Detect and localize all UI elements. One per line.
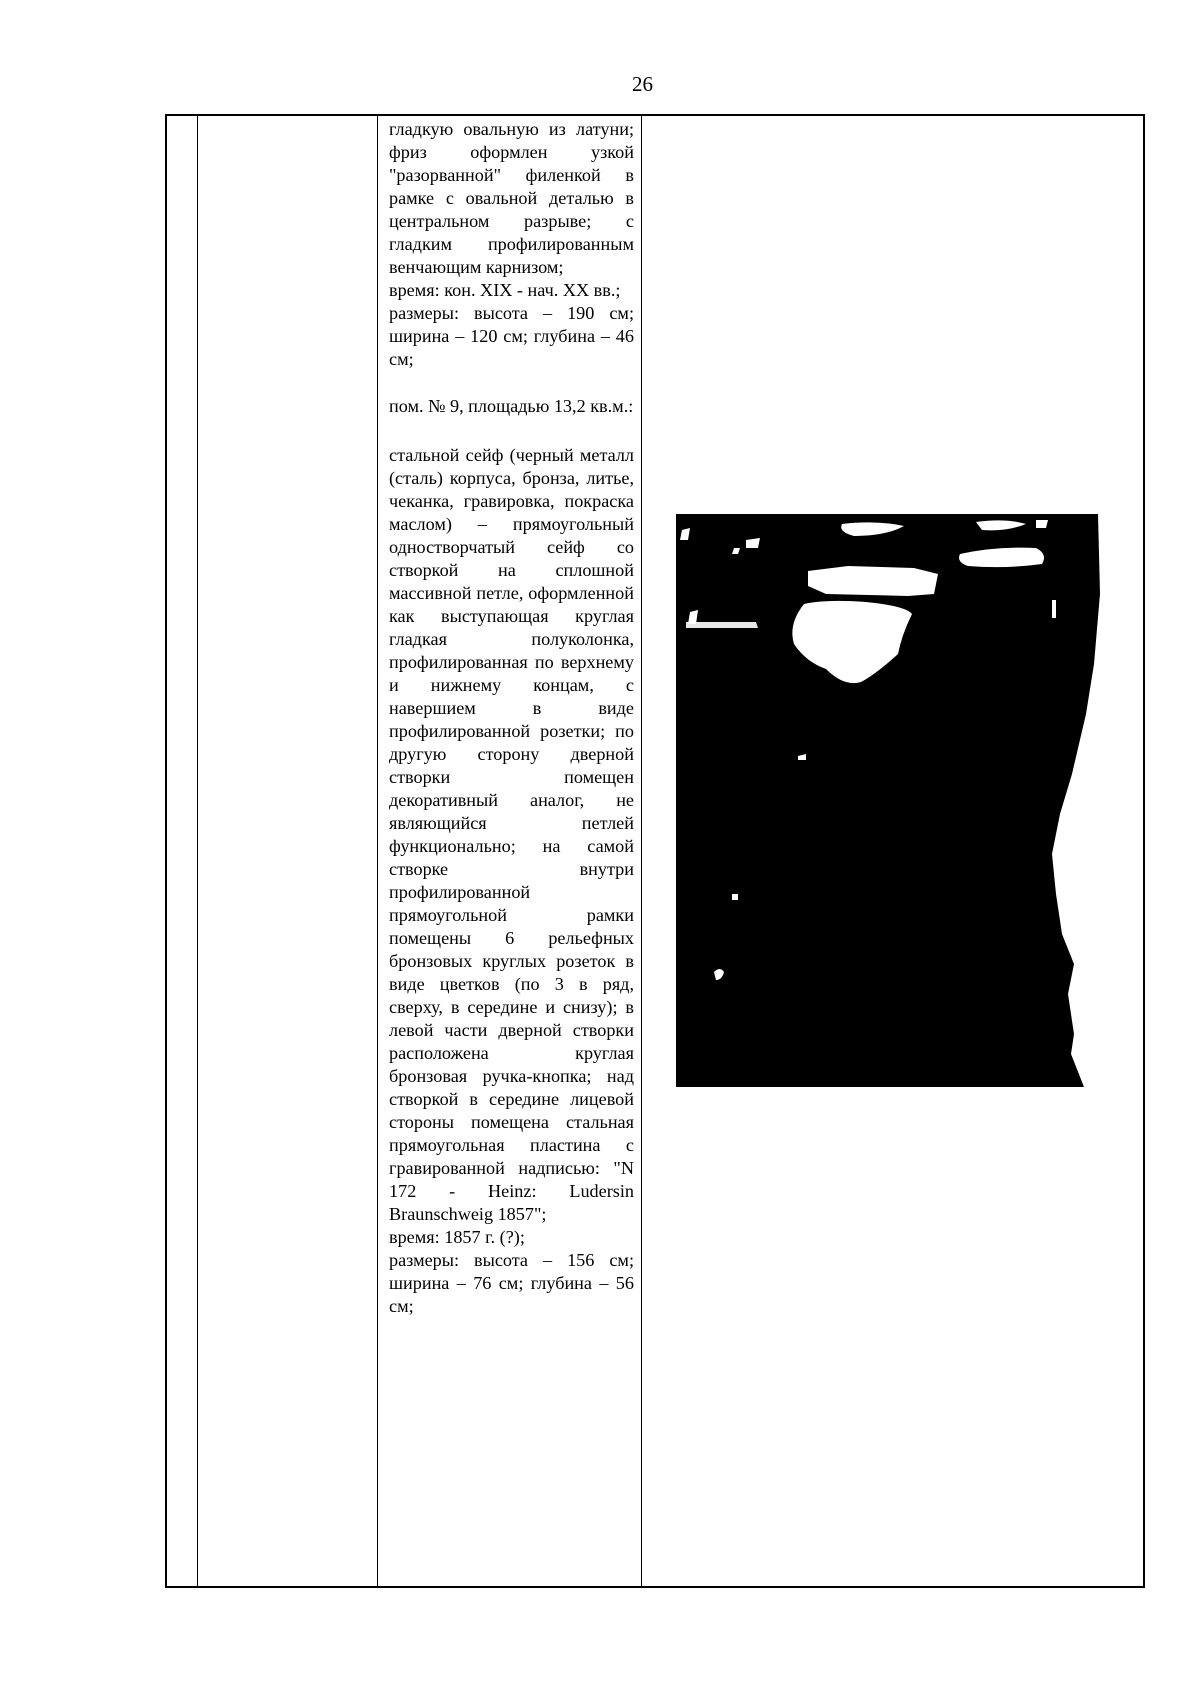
safe-description: стальной сейф (черный металл (сталь) корпуса, бронза, литье, чеканка, гравировка, покраска маслом) – прямоугольный одностворчатый сейф со створкой на сплошной массивной петле, оформленной как выступающая круглая гладкая полуколонка, профилированная по верхнему и нижнему концам, с навершием в виде профилированной розетки; по другую сторону дверной створки помещен декоративный аналог, не являющийся петлей функционально; на самой створке внутри профилированной прямоугольной рамки помещены 6 рельефных бронзовых круглых розеток в виде цветков (по 3 в ряд, сверху, в середине и снизу); в левой части дверной створки расположена круглая бронзовая ручка-кнопка; над створкой в середине лицевой стороны помещена стальная прямоугольная пластина с гравированной надписью: "N 172 - Heinz: Ludersin Braunschweig 1857"; (389, 445, 634, 1224)
column-divider-2 (377, 116, 378, 1586)
room-heading: пом. № 9, площадью 13,2 кв.м.: (389, 396, 634, 416)
safe-photo-image (676, 514, 1108, 1087)
column-divider-3 (641, 116, 642, 1586)
safe-photo (676, 514, 1108, 1087)
safe-period: время: 1857 г. (?); (389, 1227, 525, 1247)
description-cell (389, 118, 634, 1318)
item-dimensions: размеры: высота – 190 см; ширина – 120 см; глубина – 46 см; (389, 303, 634, 369)
item-description-continued: гладкую овальную из латуни; фриз оформлен узкой "разорванной" филенкой в рамке с овальной деталью в центральном разрыве; с гладким профилированным венчающим карнизом; (389, 119, 634, 277)
column-divider-1 (197, 116, 198, 1586)
page-number: 26 (632, 72, 653, 96)
item-period: время: кон. XIX - нач. XX вв.; (389, 280, 621, 300)
safe-dimensions: размеры: высота – 156 см; ширина – 76 см; глубина – 56 см; (389, 1250, 634, 1316)
